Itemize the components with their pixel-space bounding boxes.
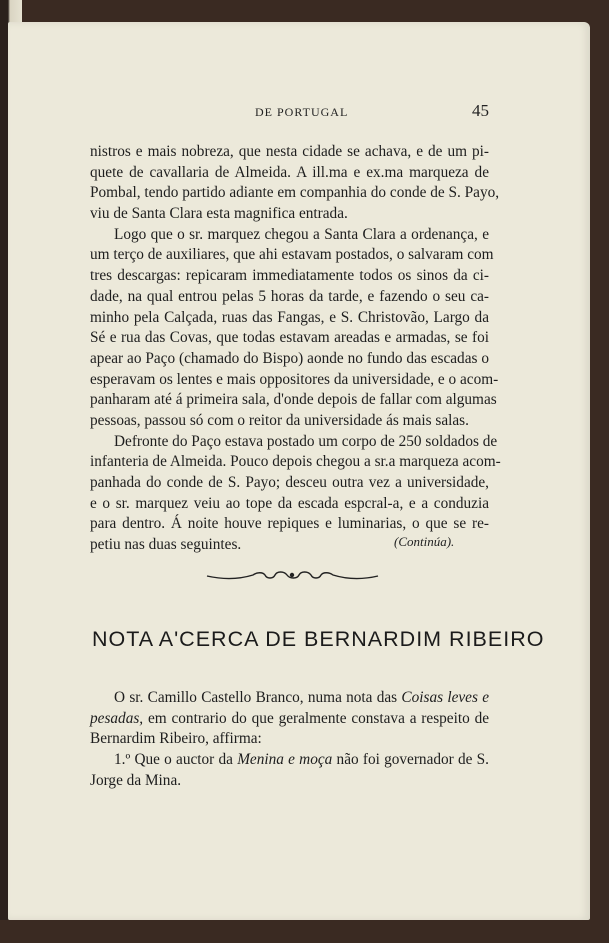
ornament-divider-icon — [205, 564, 380, 586]
text-line: tres descargas: repicaram immediatamente todos os sinos da ci- — [90, 267, 489, 285]
text-line: viu de Santa Clara esta magnifica entrada. — [90, 205, 348, 223]
text-line: dade, na qual entrou pelas 5 horas da tarde, e fazendo o seu ca- — [90, 287, 489, 305]
text-line: Logo que o sr. marquez chegou a Santa Clara a ordenança, e — [114, 225, 489, 243]
text-line: Pombal, tendo partido adiante em companhia do conde de S. Payo, — [90, 184, 500, 202]
page-bottom-shadow — [0, 920, 609, 943]
section-heading: NOTA A'CERCA DE BERNARDIM RIBEIRO — [92, 627, 545, 651]
text-line: petiu nas duas seguintes. — [90, 536, 242, 554]
page-header — [89, 101, 489, 127]
text-line: O sr. Camillo Castello Branco, numa nota das Coisas leves e — [114, 689, 489, 706]
text-line: Bernardim Ribeiro, affirma: — [90, 730, 262, 748]
text-line: minho pela Calçada, ruas das Fangas, e S. Christovão, Largo da — [90, 308, 489, 326]
section-1-text — [90, 142, 501, 556]
section-2-text — [90, 688, 489, 791]
text-line: um terço de auxiliares, que ahi estavam postados, o salvaram com — [90, 246, 494, 264]
text-line: panhada do conde de S. Payo; desceu outra vez a universidade, — [90, 474, 489, 491]
text-line: Defronte do Paço estava postado um corpo de 250 soldados de — [114, 432, 498, 450]
text-line: esperavam os lentes e mais oppositores da universidade, e o acom- — [90, 370, 499, 388]
text-line: quete de cavallaria de Almeida. A ill.ma e ex.ma marqueza de — [90, 163, 489, 181]
page-number: 45 — [472, 101, 489, 120]
text-line: pessoas, passou só com o reitor da universidade ás mais salas. — [90, 411, 469, 429]
text-line: pesadas, em contrario do que geralmente constava a respeito de — [90, 709, 490, 727]
text-line: infanteria de Almeida. Pouco depois chegou a sr.a marqueza acom- — [90, 453, 501, 471]
running-head: DE PORTUGAL — [255, 105, 349, 119]
text-line: Sé e rua das Covas, que todas estavam areadas e armadas, se foi — [90, 329, 489, 347]
text-line: 1.º Que o auctor da Menina e moça não foi governador de S. — [114, 751, 489, 769]
text-line: panharam até á primeira sala, d'onde depois de fallar com algumas — [90, 391, 497, 409]
text-line: e o sr. marquez veiu ao tope da escada espcral-a, e a conduzia — [90, 494, 489, 512]
text-line: para dentro. Á noite houve repiques e luminarias, o que se re- — [90, 515, 489, 533]
text-line: Jorge da Mina. — [90, 771, 182, 789]
text-line: apear ao Paço (chamado do Bispo) aonde no fundo das escadas o — [90, 349, 489, 367]
text-line: nistros e mais nobreza, que nesta cidade se achava, e de um pi- — [90, 143, 489, 160]
continua-note: (Continúa). — [394, 534, 455, 549]
